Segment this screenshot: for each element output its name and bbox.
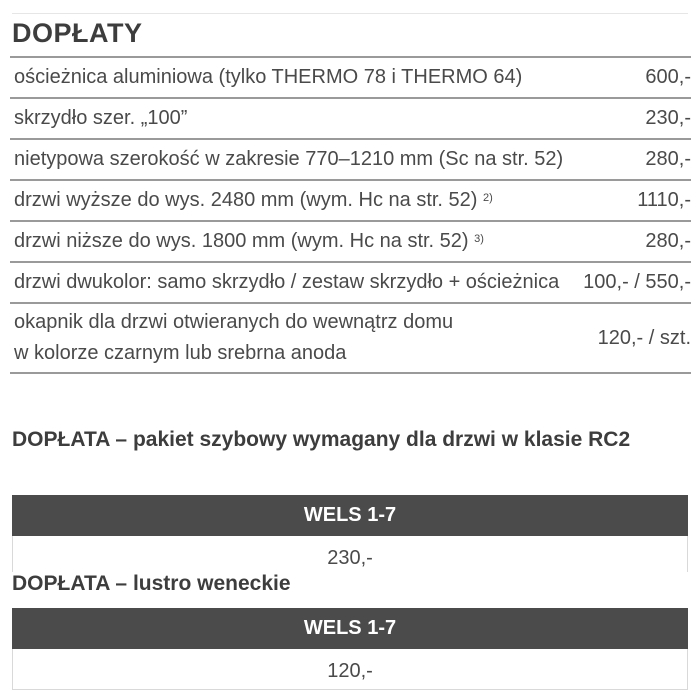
row-label: drzwi wyższe do wys. 2480 mm (wym. Hc na str. 52) <box>14 189 478 211</box>
mirror-price-cell <box>12 649 688 690</box>
rc2-section-title: DOPŁATA – pakiet szybowy wymagany dla drzwi w klasie RC2 <box>12 428 631 451</box>
table-row <box>10 304 691 374</box>
row-price: 600,- <box>645 66 691 88</box>
surcharge-table <box>10 56 691 374</box>
table-row <box>10 140 691 181</box>
rc2-price: 230,- <box>327 547 373 569</box>
table-row <box>10 181 691 222</box>
row-price: 230,- <box>645 107 691 129</box>
footnote-ref: 3) <box>474 233 484 245</box>
row-label: skrzydło szer. „100” <box>14 107 188 129</box>
row-label-wrap <box>14 226 484 257</box>
row-label: drzwi dwukolor: samo skrzydło / zestaw skrzydło + ościeżnica <box>14 271 560 293</box>
row-label-wrap <box>14 185 493 216</box>
row-price: 280,- <box>645 148 691 170</box>
table-row <box>10 58 691 99</box>
table-row <box>10 222 691 263</box>
row-price: 100,- / 550,- <box>583 271 691 293</box>
mirror-column-header: WELS 1-7 <box>12 608 688 649</box>
table-row <box>10 99 691 140</box>
mirror-section-title: DOPŁATA – lustro weneckie <box>12 572 291 595</box>
page-title: DOPŁATY <box>12 18 143 48</box>
row-label-multiline <box>14 307 453 369</box>
row-label-line: okapnik dla drzwi otwieranych do wewnątrz domu <box>14 311 454 333</box>
top-divider <box>12 13 688 14</box>
row-price: 280,- <box>645 230 691 252</box>
row-price: 120,- / szt. <box>597 326 691 349</box>
rc2-column-header: WELS 1-7 <box>12 495 688 536</box>
footnote-ref: 2) <box>483 192 493 204</box>
row-label: drzwi niższe do wys. 1800 mm (wym. Hc na str. 52) <box>14 230 469 252</box>
row-label: nietypowa szerokość w zakresie 770–1210 mm (Sc na str. 52) <box>14 148 564 170</box>
table-row <box>10 263 691 304</box>
rc2-price-cell <box>12 536 688 572</box>
row-label-line: w kolorze czarnym lub srebrna anoda <box>14 342 347 364</box>
mirror-price: 120,- <box>327 660 373 682</box>
row-price: 1110,- <box>637 189 691 211</box>
row-label: ościeżnica aluminiowa (tylko THERMO 78 i THERMO 64) <box>14 66 523 88</box>
